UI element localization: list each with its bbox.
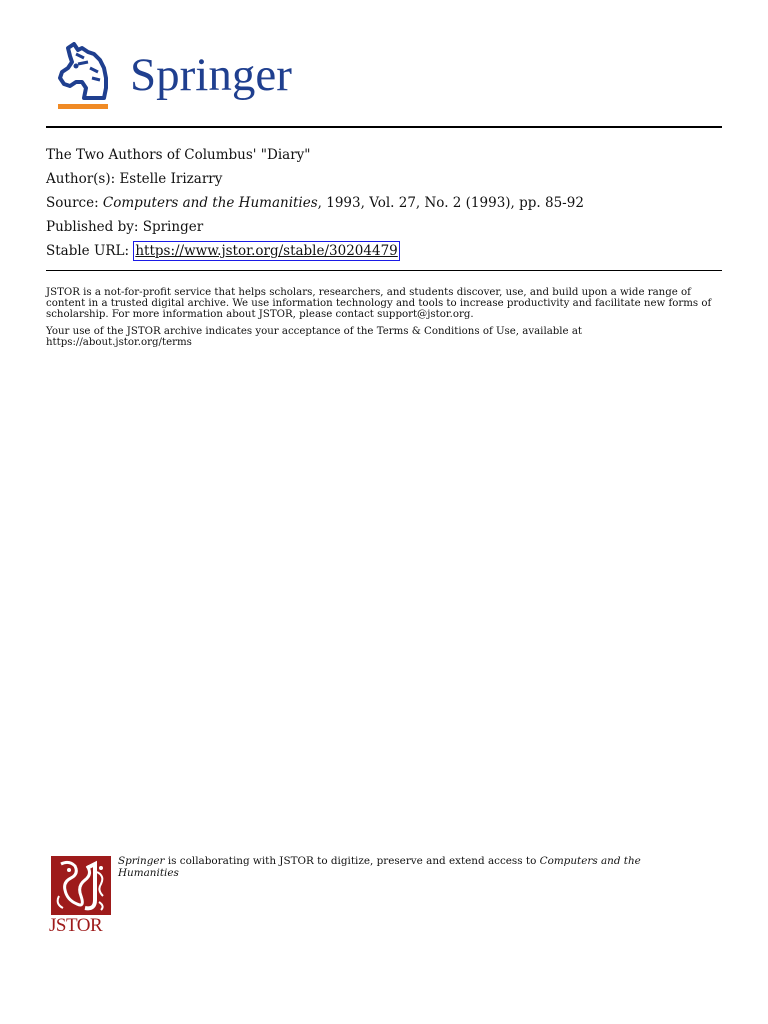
article-metadata	[46, 143, 736, 263]
collab-publisher: Springer	[118, 855, 165, 867]
article-publisher	[46, 215, 736, 239]
collab-text: is collaborating with JSTOR to digitize, preserve and extend access to	[164, 855, 540, 867]
jstor-seal-icon	[51, 856, 111, 915]
article-authors	[46, 167, 736, 191]
article-stable-url	[46, 239, 736, 263]
notice-paragraph-2: Your use of the JSTOR archive indicates your acceptance of the Terms & Conditions of Use, available at https://about.jstor.org/terms	[46, 326, 582, 348]
authors-label: Author(s):	[46, 171, 116, 187]
springer-horse-icon	[54, 42, 110, 100]
jstor-wordmark: JSTOR	[49, 915, 103, 936]
springer-wordmark: Springer	[130, 49, 292, 101]
collab-journal: Computers and the Humanities	[118, 855, 641, 879]
middle-divider	[46, 270, 722, 271]
article-source	[46, 191, 736, 215]
springer-logo	[46, 42, 346, 114]
collaboration-note	[118, 856, 698, 879]
article-title: The Two Authors of Columbus' "Diary"	[46, 147, 311, 163]
jstor-notice	[46, 287, 726, 354]
springer-logo-bar	[58, 104, 108, 109]
top-divider	[46, 126, 722, 128]
authors-value: Estelle Irizarry	[119, 171, 223, 187]
source-details: , 1993, Vol. 27, No. 2 (1993), pp. 85-92	[317, 195, 584, 211]
jstor-logo	[49, 854, 115, 936]
source-label: Source:	[46, 195, 99, 211]
notice-paragraph-1: JSTOR is a not-for-profit service that helps scholars, researchers, and students discover, use, and build upon a wide range of content in a trusted digital archive. We use information technology and tools to increase productivity and facilitate new forms of scholarship. For more information about JSTOR, please contact support@jstor.org.	[46, 287, 712, 320]
publisher-label: Published by:	[46, 219, 139, 235]
stable-url-link[interactable]: https://www.jstor.org/stable/30204479	[135, 243, 398, 259]
publisher-value: Springer	[142, 219, 204, 235]
source-journal: Computers and the Humanities	[102, 195, 318, 211]
stable-url-label: Stable URL:	[46, 243, 130, 259]
